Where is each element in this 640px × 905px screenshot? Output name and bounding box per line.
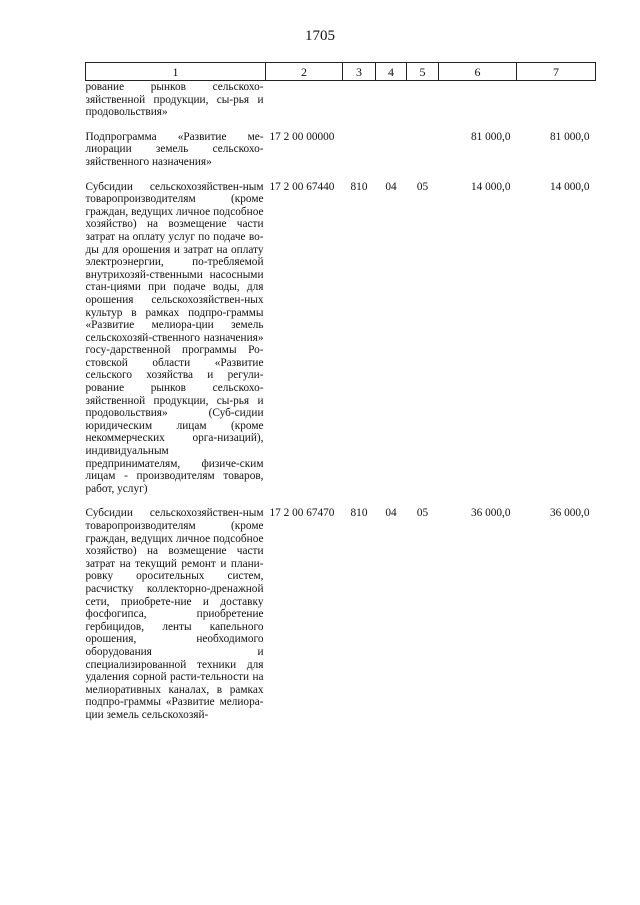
row-target-code [266,81,343,119]
row-subsection: 05 [416,180,429,193]
table-header-row [86,63,596,81]
row-amount-1: 81 000,0 [470,130,511,143]
budget-table [85,62,596,722]
row-description: Субсидии сельскохозяйствен-ным товаропроизводителям (кроме граждан, ведущих личное подсобное хозяйство) на возмещение части затрат на текущий ремонт и плани-ровку оросительных систем, расчистку коллекторно-дренажной сети, приобрете-ние и доставку фосфогипса, приобретение гербицидов, ленты капельного орошения, необходимого оборудования и специализированной техники для удаления сорной расти-тельности на мелиоративных каналах, в рамках подпро-граммы «Развитие мелиора-ции земель сельскохозяй- [85,507,264,721]
row-section [376,119,407,169]
row-amount-2: 81 000,0 [549,130,590,143]
row-description: рование рынков сельскохо-зяйственной продукции, сы-рья и продовольствия» [85,81,264,119]
column-header: 4 [376,63,407,81]
table-row [86,119,596,169]
row-description: Субсидии сельскохозяйствен-ным товаропроизводителям (кроме граждан, ведущих личное подсобное хозяйство) на возмещение части затрат на оплату услуг по подаче во-ды для орошения и затрат на оплату электроэнергии, по-требляемой внутрихозяй-ственными насосными стан-циями при подаче воды, для орошения сельскохозяйствен-ных культур в рамках подпро-граммы «Развитие мелиора-ции земель сельскохозяй-ственного назначения» госу-дарственной программы Ро-стовской области «Развитие сельского хозяйства и регули-рование рынков сельскохо-зяйственной продукции, сы-рья и продовольствия» (Суб-сидии юридическим лицам (кроме некоммерческих орга-низаций), индивидуальным предпринимателям, физиче-ским лицам - производителям товаров, работ, услуг) [85,180,264,495]
row-target-code: 17 2 00 67440 [269,180,335,193]
column-header: 3 [343,63,376,81]
table-row [86,495,596,721]
row-target-code: 17 2 00 67470 [269,507,335,520]
row-subsection: 05 [416,507,429,520]
column-header: 5 [407,63,439,81]
row-section [376,81,407,119]
row-expense-type [343,81,376,119]
row-amount-2: 36 000,0 [549,507,590,520]
row-amount-1: 14 000,0 [470,180,511,193]
column-header: 2 [266,63,343,81]
row-expense-type: 810 [350,507,368,520]
row-subsection [407,119,439,169]
table-row [86,169,596,496]
column-header: 1 [86,63,266,81]
row-expense-type: 810 [350,180,368,193]
row-description: Подпрограмма «Развитие ме-лиорации земель сельскохо-зяйственного назначения» [85,130,264,168]
row-amount-2 [517,81,596,119]
row-target-code: 17 2 00 00000 [269,130,335,143]
row-section: 04 [385,180,397,193]
row-subsection [407,81,439,119]
row-section: 04 [385,507,397,520]
row-amount-1: 36 000,0 [470,507,511,520]
row-amount-1 [439,81,517,119]
page-number: 1705 [305,28,335,44]
column-header: 6 [439,63,517,81]
column-header: 7 [517,63,596,81]
row-amount-2: 14 000,0 [549,180,590,193]
row-expense-type [343,119,376,169]
table-row [86,81,596,119]
